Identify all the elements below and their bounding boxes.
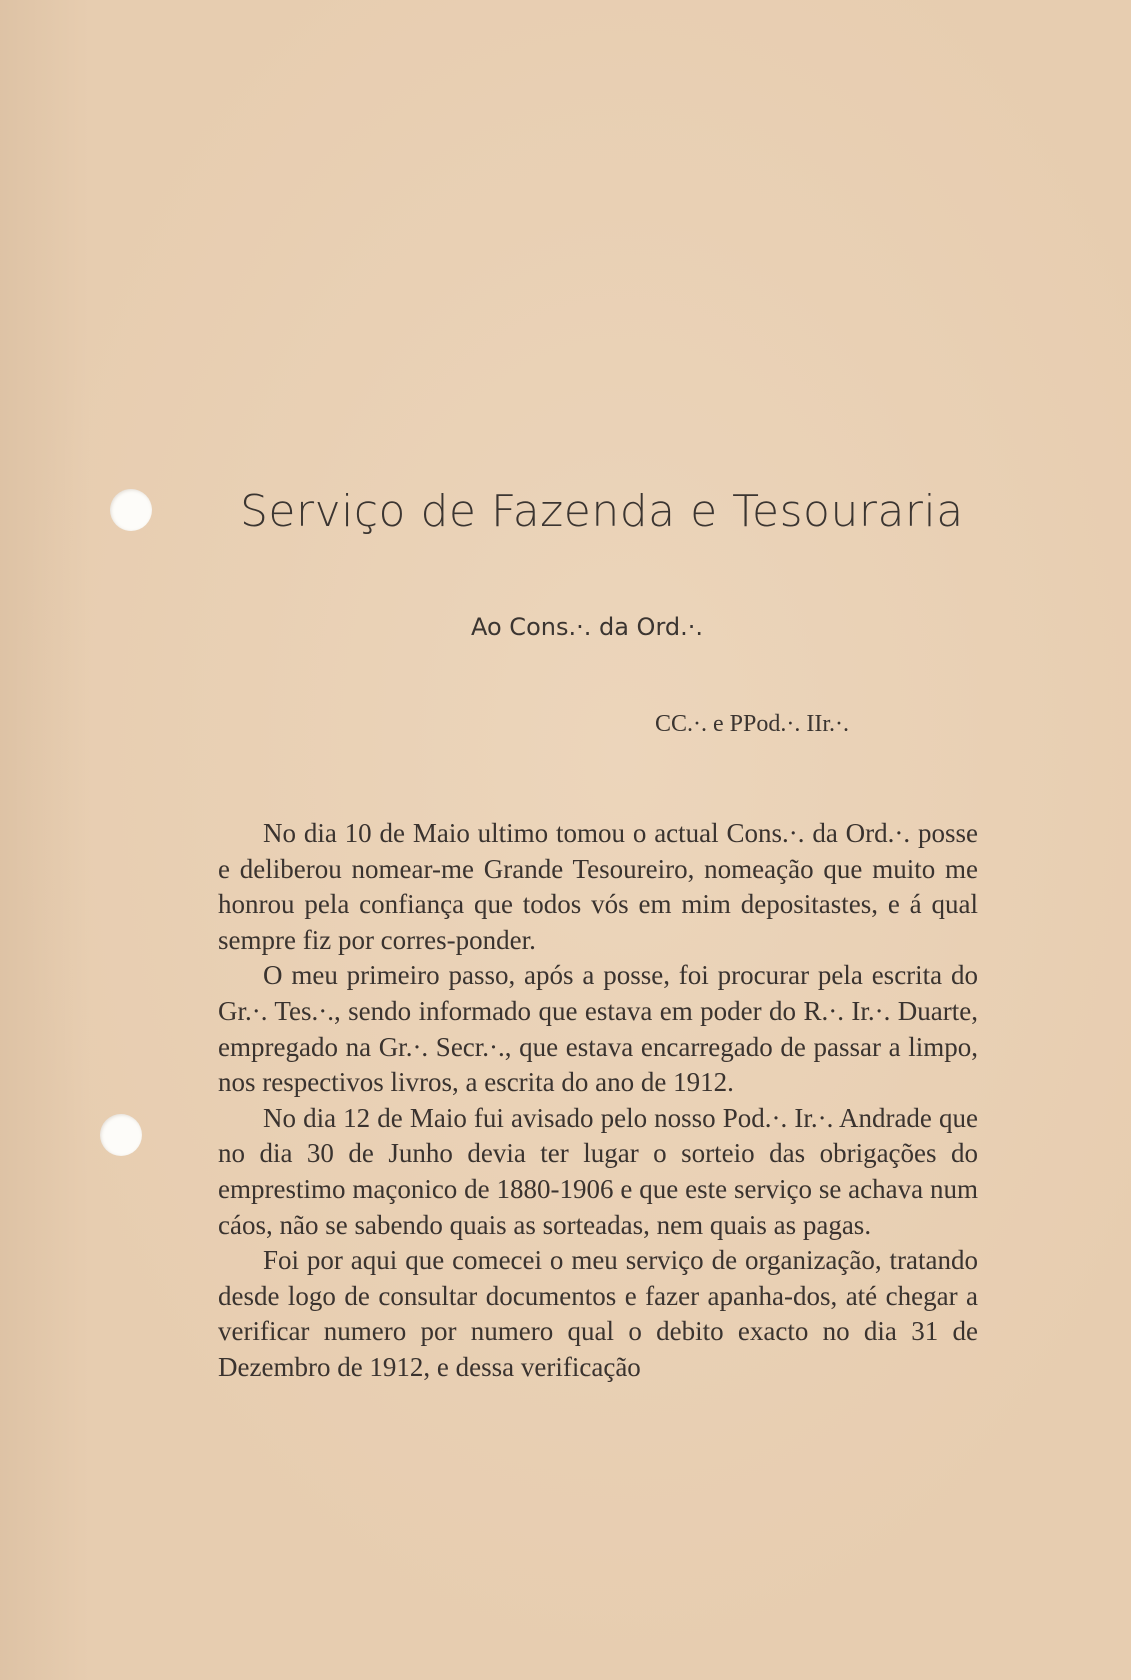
- paragraph: No dia 12 de Maio fui avisado pelo nosso Pod.·. Ir.·. Andrade que no dia 30 de Junho devia ter lugar o sorteio das obrigações do emprestimo maçonico de 1880-1906 e que este serviço se achava num cáos, não se sabendo quais as sorteadas, nem quais as pagas.: [218, 1102, 978, 1240]
- paragraph: No dia 10 de Maio ultimo tomou o actual Cons.·. da Ord.·. posse e deliberou nomear-me Grande Tesoureiro, nomeação que muito me honrou pela confiança que todos vós em mim depositastes, e á qual sempre fiz por corres-ponder.: [218, 818, 978, 955]
- salutation-line: CC.·. e PPod.·. IIr.·.: [655, 711, 849, 737]
- paragraph: O meu primeiro passo, após a posse, foi procurar pela escrita do Gr.·. Tes.·., sendo informado que estava em poder do R.·. Ir.·. Duarte, empregado na Gr.·. Secr.·., que estava encarregado de passar a limpo, nos respectivos livros, a escrita do ano de 1912.: [218, 960, 978, 1098]
- punch-hole: [100, 1114, 142, 1156]
- punch-hole: [110, 489, 152, 531]
- paragraph: Foi por aqui que comecei o meu serviço de organização, tratando desde logo de consultar documentos e fazer apanha-dos, até chegar a verificar numero por numero qual o debito exacto no dia 31 de Dezembro de 1912, e dessa verificação: [218, 1245, 978, 1382]
- document-heading: Serviço de Fazenda e Tesouraria: [240, 486, 964, 537]
- body-text: [218, 816, 978, 1386]
- addressee-line: Ao Cons.·. da Ord.·.: [471, 613, 704, 641]
